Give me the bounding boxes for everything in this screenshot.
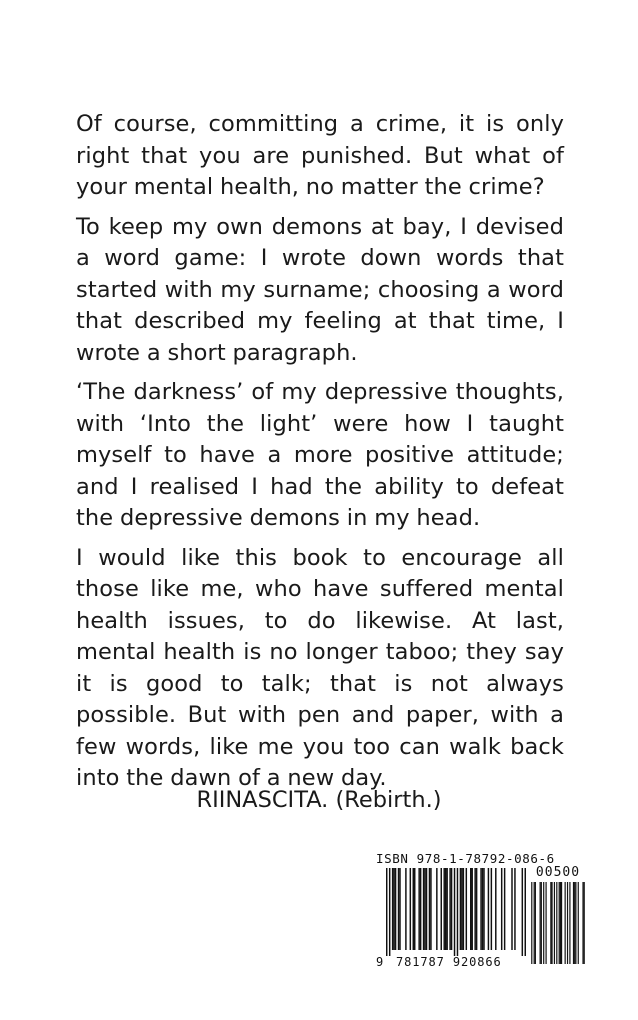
barcode-bar [430, 868, 431, 950]
addon-bar [545, 882, 546, 964]
addon-bar [554, 882, 555, 964]
isbn-label: ISBN 978-1-78792-086-6 [376, 851, 555, 866]
barcode-bar [392, 868, 393, 950]
barcode-bar [389, 868, 390, 956]
barcode-bar [386, 868, 387, 956]
barcode-bar [418, 868, 419, 950]
barcode-bar [454, 868, 455, 956]
barcode-bar [410, 868, 411, 950]
barcode-bar [466, 868, 467, 950]
barcode-bar [398, 868, 399, 950]
barcode-bar [514, 868, 515, 950]
barcode-bar [445, 868, 446, 950]
barcode-bar [441, 868, 442, 950]
barcode-bar [460, 868, 461, 950]
addon-bar [551, 882, 552, 964]
barcode-bar [504, 868, 505, 950]
barcode-bar [424, 868, 425, 950]
addon-code: 00500 [535, 865, 581, 880]
barcode-bar [483, 868, 484, 950]
blurb-paragraph-1: Of course, committing a crime, it is only right that you are punished. But what of your mental health, no matter the crime? [76, 111, 564, 200]
barcode-bar [420, 868, 421, 950]
blurb-paragraph-3: ‘The darkness’ of my depressive thoughts, with ‘Into the light’ were how I taught myself to have a more positive attitude; and I realised I had the ability to defeat the depressive demons in my head. [76, 379, 564, 531]
addon-bar [543, 882, 544, 964]
barcode-bar [480, 868, 481, 950]
addon-bar [584, 882, 585, 964]
barcode-bar [423, 868, 424, 950]
barcode-bar [491, 868, 492, 950]
barcode-bar [525, 868, 526, 956]
barcode-bar [393, 868, 394, 950]
blurb-text [76, 109, 564, 803]
addon-bar [559, 882, 560, 964]
barcode-bar [413, 868, 414, 950]
barcode-bar [446, 868, 447, 950]
addon-bar [550, 882, 551, 964]
addon-bar [582, 882, 583, 964]
addon-bar [560, 882, 561, 964]
addon-bar [534, 882, 535, 964]
ean-barcode [386, 868, 526, 956]
barcode-bar [457, 868, 458, 956]
barcode-bar [426, 868, 427, 950]
addon-bar [575, 882, 576, 964]
barcode-bar [449, 868, 450, 950]
barcode-bar [495, 868, 496, 950]
ean-number: 781787 920866 [396, 955, 502, 969]
barcode-bar [471, 868, 472, 950]
barcode-bar [395, 868, 396, 950]
barcode-bar [461, 868, 462, 950]
barcode-bar [405, 868, 406, 950]
addon-bar [540, 882, 541, 964]
barcode-bar [436, 868, 437, 950]
addon-bar [578, 882, 579, 964]
signature-line: RIINASCITA. (Rebirth.) [196, 787, 442, 813]
addon-bar [565, 882, 566, 964]
barcode-bar [463, 868, 464, 950]
addon-bar [556, 882, 557, 964]
barcode-bar [474, 868, 475, 950]
barcode-bar [511, 868, 512, 950]
barcode-bar [451, 868, 452, 950]
addon-bar [569, 882, 570, 964]
barcode-bar [470, 868, 471, 950]
barcode-bar [522, 868, 523, 956]
addon-bar [573, 882, 574, 964]
addon-bar [541, 882, 542, 964]
addon-bar [531, 882, 532, 964]
barcode-bar [488, 868, 489, 950]
barcode-bar [482, 868, 483, 950]
barcode-bar [429, 868, 430, 950]
barcode-bar [443, 868, 444, 950]
addon-bar [567, 882, 568, 964]
barcode-block [376, 852, 590, 970]
ean-first-digit: 9 [376, 955, 384, 969]
addon-bar [561, 882, 562, 964]
addon-barcode [530, 882, 586, 964]
barcode-bar [501, 868, 502, 950]
barcode-bar [414, 868, 415, 950]
barcode-bar [399, 868, 400, 950]
addon-bar [535, 882, 536, 964]
addon-bar [574, 882, 575, 964]
blurb-paragraph-2: To keep my own demons at bay, I devised a word game: I wrote down words that started with my surname; choosing a word that described my feeling at that time, I wrote a short paragraph. [76, 213, 564, 366]
barcode-bar [476, 868, 477, 950]
blurb-paragraph-4: I would like this book to encourage all those like me, who have suffered mental health issues, to do likewise. At last, mental health is no longer taboo; they say it is good to talk; that is not always possible. But with pen and paper, with a few words, like me you too can walk back into the dawn of a new day. [76, 544, 564, 791]
